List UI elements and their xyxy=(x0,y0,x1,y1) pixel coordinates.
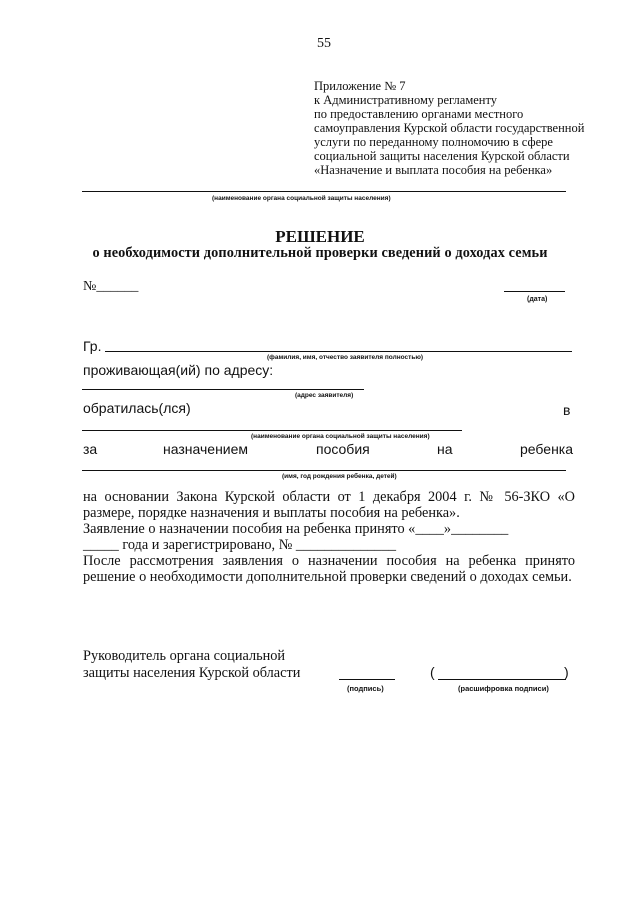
appendix-header xyxy=(314,79,634,177)
basis-paragraph: на основании Закона Курской области от 1 декабря 2004 г. № 56-ЗКО «О размере, порядке назначения и выплаты пособия на ребенка». xyxy=(83,489,575,521)
org-name-line xyxy=(82,191,566,192)
applied-label: обратилась(лся) xyxy=(83,400,191,416)
appendix-line: к Административному регламенту xyxy=(314,93,498,107)
document-subtitle: о необходимости дополнительной проверки сведений о доходах семьи xyxy=(92,245,548,261)
appendix-line: социальной защиты населения Курской области xyxy=(314,149,570,163)
decode-caption: (расшифровка подписи) xyxy=(458,684,549,693)
application-line-2: _____ года и зарегистрировано, № ______________ xyxy=(83,537,396,553)
signature-line xyxy=(339,679,395,680)
application-line-1: Заявление о назначении пособия на ребенка принято «____»________ xyxy=(83,521,509,537)
appendix-line: по предоставлению органами местного xyxy=(314,107,524,121)
decode-line xyxy=(438,679,566,680)
for-word-4: на xyxy=(437,441,453,457)
org-name-caption: (наименование органа социальной защиты населения) xyxy=(212,195,391,202)
appendix-line: самоуправления Курской области государственной xyxy=(314,121,585,135)
signatory-line-1: Руководитель органа социальной xyxy=(83,648,286,664)
citizen-label: Гр. xyxy=(83,338,102,354)
date-line xyxy=(504,291,565,292)
for-word-2: назначением xyxy=(163,441,249,457)
address-line xyxy=(82,389,364,390)
signature-caption: (подпись) xyxy=(347,684,384,693)
child-line xyxy=(82,470,566,471)
applied-in: в xyxy=(563,402,571,418)
number-field: №______ xyxy=(83,279,139,294)
document-title: РЕШЕНИЕ xyxy=(275,227,365,246)
address-caption: (адрес заявителя) xyxy=(295,392,354,399)
decode-close-paren: ) xyxy=(564,664,569,680)
for-word-1: за xyxy=(83,441,98,457)
citizen-name-line xyxy=(105,351,572,352)
residing-label: проживающая(ий) по адресу: xyxy=(83,362,274,378)
for-word-3: пособия xyxy=(316,441,370,457)
child-caption: (имя, год рождения ребенка, детей) xyxy=(282,473,397,480)
signatory-line-2: защиты населения Курской области xyxy=(83,665,301,681)
org-name-caption-2: (наименование органа социальной защиты населения) xyxy=(251,433,430,440)
appendix-line: «Назначение и выплата пособия на ребенка» xyxy=(314,163,553,177)
decode-open-paren: ( xyxy=(430,664,435,680)
page-number: 55 xyxy=(317,36,331,51)
appendix-line: услуги по переданному полномочию в сфере xyxy=(314,135,553,149)
for-word-5: ребенка xyxy=(520,441,574,457)
decision-paragraph: После рассмотрения заявления о назначении пособия на ребенка принято решение о необходимости дополнительной проверки сведений о доходах семьи. xyxy=(83,553,575,585)
fio-caption: (фамилия, имя, отчество заявителя полностью) xyxy=(267,354,424,361)
org-name-line-2 xyxy=(82,430,462,431)
appendix-line: Приложение № 7 xyxy=(314,79,406,93)
date-caption: (дата) xyxy=(527,296,548,303)
